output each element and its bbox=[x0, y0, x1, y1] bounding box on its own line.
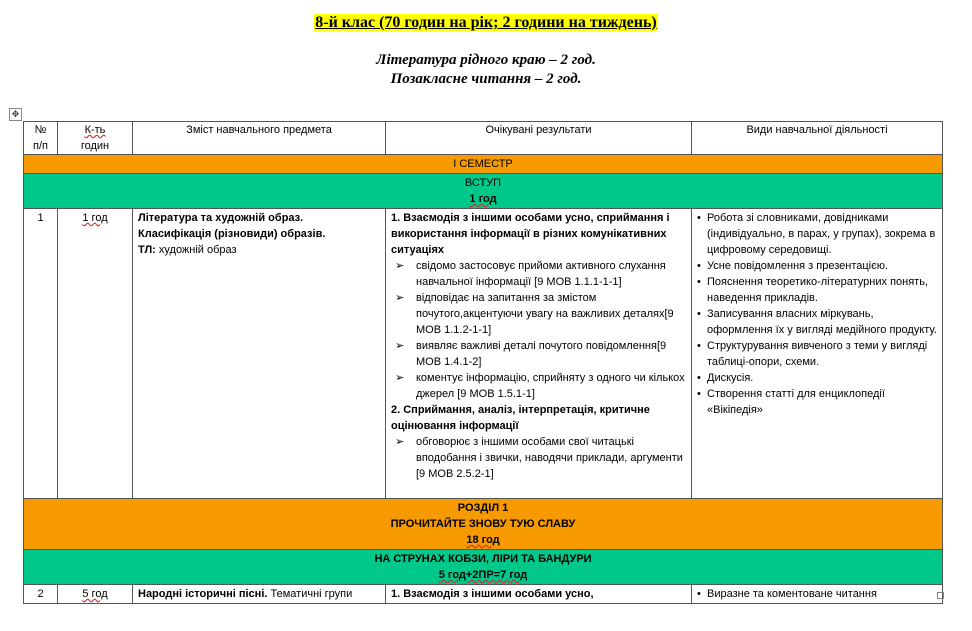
row-hours-text: 5 год bbox=[82, 588, 108, 600]
document-title bbox=[0, 14, 972, 32]
col-activities-header: Види навчальної діяльності bbox=[692, 122, 943, 155]
content-line-1: Література та художній образ. bbox=[138, 212, 304, 224]
result-list-1 bbox=[391, 258, 686, 402]
tl-value: художній образ bbox=[155, 244, 237, 256]
result-heading-2: 2. Сприймання, аналіз, інтерпретація, критичне оцінювання інформації bbox=[391, 404, 650, 432]
subsection-hours-text: 5 год+2ПР=7 год bbox=[438, 569, 528, 581]
subtitle-extracurricular-reading: Позакласне читання – 2 год. bbox=[390, 71, 582, 87]
content-bold: Народні історичні пісні. bbox=[138, 588, 268, 600]
row-hours-text: 1 год bbox=[82, 212, 108, 224]
col-hours-label-1: К-ть bbox=[84, 124, 106, 136]
list-item: • Пояснення теоретико-літературних понять, наведення прикладів. bbox=[697, 274, 937, 306]
row-hours bbox=[58, 585, 133, 604]
list-item: • Усне повідомлення з презентацією. bbox=[697, 258, 937, 274]
row-results bbox=[386, 209, 692, 499]
subtitle-native-literature: Література рідного краю – 2 год. bbox=[376, 52, 596, 68]
intro-band bbox=[24, 174, 943, 209]
list-item: • Робота зі словниками, довідниками (індивідуально, в парах, у групах), зокрема в цифровому середовищі. bbox=[697, 210, 937, 258]
table-header-row bbox=[24, 122, 943, 155]
section-hours-text: 18 год bbox=[466, 534, 500, 546]
section-hours bbox=[29, 532, 937, 548]
list-item: • Виразне та коментоване читання bbox=[697, 586, 937, 602]
subsection-row bbox=[24, 550, 943, 585]
title-text: 8-й клас (70 годин на рік; 2 години на тиждень) bbox=[315, 14, 657, 31]
row-results: 1. Взаємодія з іншими особами усно, bbox=[386, 585, 692, 604]
section-label: РОЗДІЛ 1 bbox=[457, 502, 509, 514]
row-content bbox=[133, 585, 386, 604]
row-number: 1 bbox=[24, 209, 58, 499]
section-row bbox=[24, 499, 943, 550]
row-content bbox=[133, 209, 386, 499]
activities-list bbox=[697, 210, 937, 418]
list-item: ➢ свідомо застосовує прийоми активного слухання навчальної інформації [9 МОВ 1.1.1-1-1] bbox=[391, 258, 686, 290]
intro-title: ВСТУП bbox=[464, 177, 502, 189]
list-item: • Структурування вивченого з теми у вигляді таблиці-опори, схеми. bbox=[697, 338, 937, 370]
subsection-title: НА СТРУНАХ КОБЗИ, ЛІРИ ТА БАНДУРИ bbox=[374, 553, 592, 565]
section-band bbox=[24, 499, 943, 550]
activities-list bbox=[697, 586, 937, 602]
row-activities bbox=[692, 585, 943, 604]
list-item: ➢ коментує інформацію, сприйняту з одного чи кількох джерел [9 МОВ 1.5.1-1] bbox=[391, 370, 686, 402]
table-row bbox=[24, 585, 943, 604]
list-item: ➢ відповідає на запитання за змістом почутого,акцентуючи увагу на важливих деталях[9 МОВ 1.1.2-1-1] bbox=[391, 290, 686, 338]
semester-label: І СЕМЕСТР bbox=[24, 155, 943, 174]
col-hours-label-2: годин bbox=[80, 140, 110, 152]
intro-hours-text: 1 год bbox=[469, 193, 497, 205]
row-number: 2 bbox=[24, 585, 58, 604]
subsection-hours bbox=[29, 567, 937, 583]
row-activities bbox=[692, 209, 943, 499]
col-number-label-1: № bbox=[34, 124, 47, 136]
subsection-band bbox=[24, 550, 943, 585]
list-item: ➢ обговорює з іншими особами свої читацькі вподобання і звички, наводячи приклади, аргументи [9 МОВ 2.5.2-1] bbox=[391, 434, 686, 482]
col-hours-header bbox=[58, 122, 133, 155]
content-rest: Тематичні групи bbox=[267, 588, 353, 600]
content-line-2: Класифікація (різновиди) образів. bbox=[138, 228, 326, 240]
list-item: ➢ виявляє важливі деталі почутого повідомлення[9 МОВ 1.4.1-2] bbox=[391, 338, 686, 370]
curriculum-table bbox=[23, 121, 943, 604]
intro-row bbox=[24, 174, 943, 209]
col-number-label-2: п/п bbox=[33, 140, 48, 152]
intro-hours bbox=[29, 191, 937, 207]
list-item: • Дискусія. bbox=[697, 370, 937, 386]
table-row bbox=[24, 209, 943, 499]
row-hours bbox=[58, 209, 133, 499]
table-resize-handle[interactable] bbox=[937, 592, 944, 599]
result-heading-1: 1. Взаємодія з іншими особами усно, сприймання і використання інформації в різних комунікативних ситуаціях bbox=[391, 212, 670, 256]
content-tl bbox=[138, 242, 380, 258]
section-title: ПРОЧИТАЙТЕ ЗНОВУ ТУЮ СЛАВУ bbox=[390, 518, 576, 530]
col-number-header bbox=[24, 122, 58, 155]
tl-label: ТЛ: bbox=[138, 244, 156, 256]
semester-row bbox=[24, 155, 943, 174]
col-results-header: Очікувані результати bbox=[386, 122, 692, 155]
list-item: • Записування власних міркувань, оформлення їх у вигляді медійного продукту. bbox=[697, 306, 937, 338]
list-item: • Створення статті для енциклопедії «Вікіпедія» bbox=[697, 386, 937, 418]
col-content-header: Зміст навчального предмета bbox=[133, 122, 386, 155]
table-move-handle-icon[interactable]: ✥ bbox=[9, 108, 22, 121]
result-list-2 bbox=[391, 434, 686, 482]
